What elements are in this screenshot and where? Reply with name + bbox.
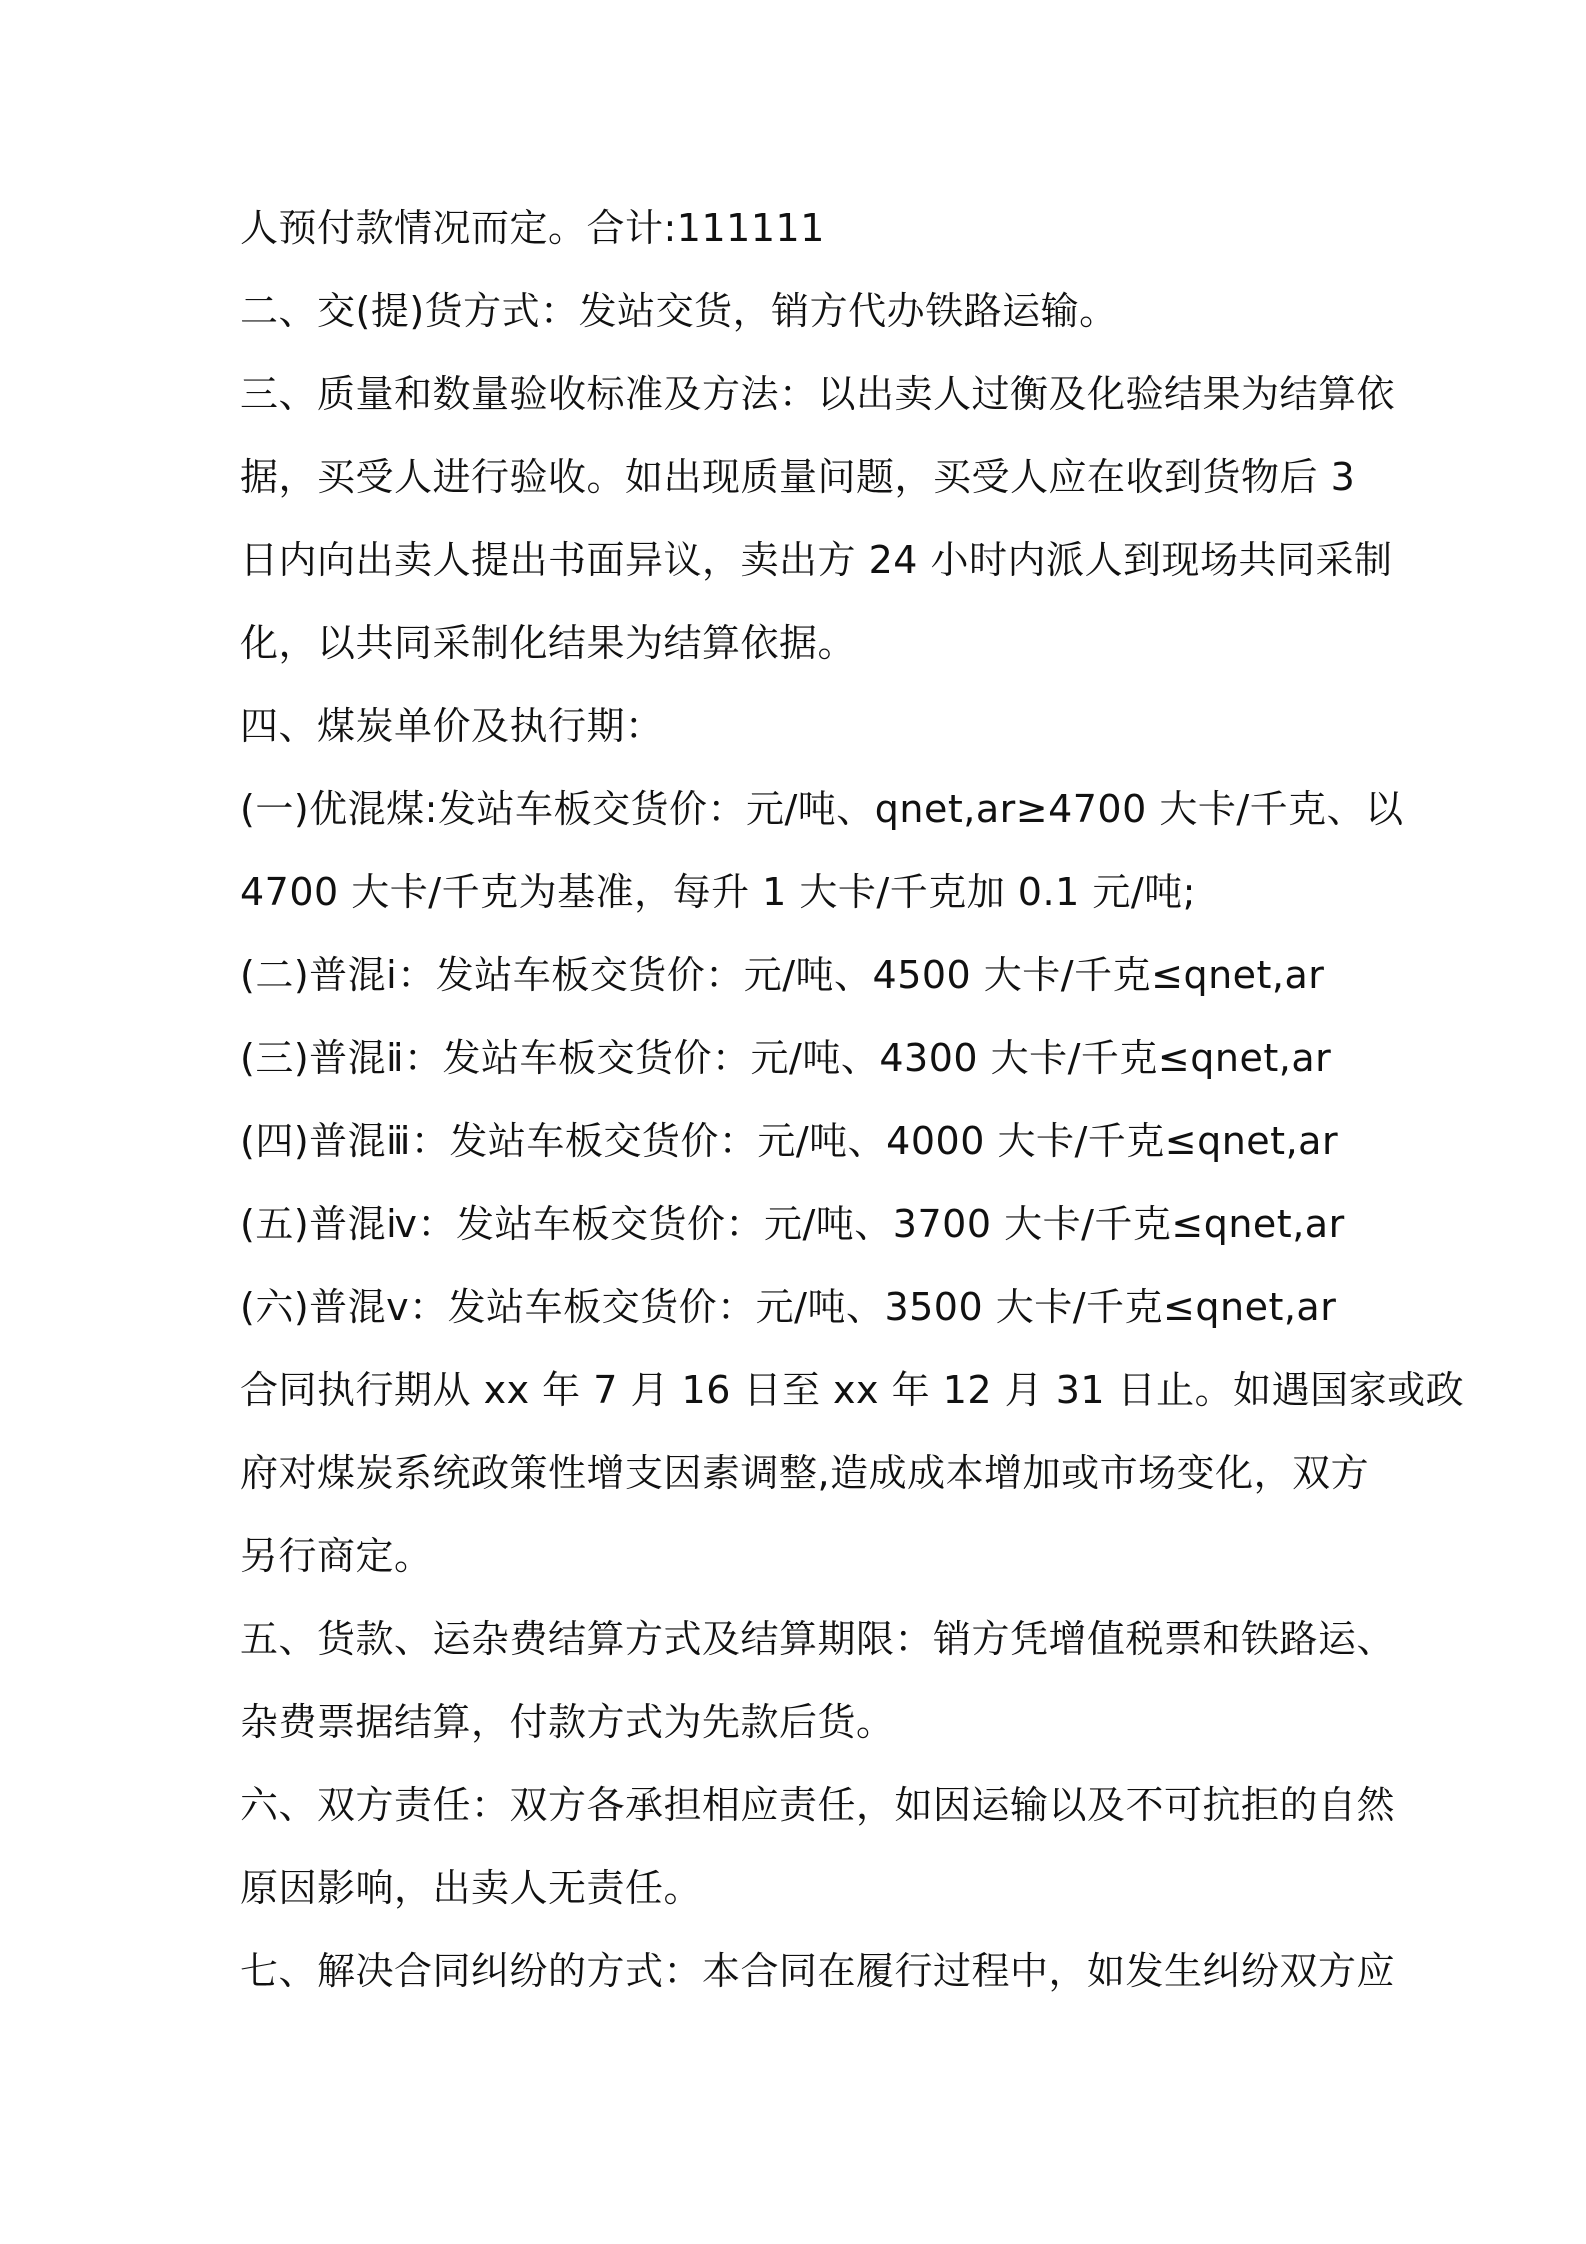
text-line: 化，以共同采制化结果为结算依据。 — [240, 621, 857, 665]
text-line: 另行商定。 — [240, 1534, 433, 1578]
text-line: 杂费票据结算，付款方式为先款后货。 — [240, 1700, 895, 1744]
text-line: 据，买受人进行验收。如出现质量问题，买受人应在收到货物后 3 — [240, 455, 1356, 499]
text-line: (五)普混ⅳ：发站车板交货价：元/吨、3700 大卡/千克≤qnet,ar — [240, 1202, 1345, 1246]
text-line: 原因影响，出卖人无责任。 — [240, 1866, 703, 1910]
text-line: (四)普混ⅲ：发站车板交货价：元/吨、4000 大卡/千克≤qnet,ar — [240, 1119, 1339, 1163]
text-line: (六)普混ⅴ：发站车板交货价：元/吨、3500 大卡/千克≤qnet,ar — [240, 1285, 1337, 1329]
text-line: 五、货款、运杂费结算方式及结算期限：销方凭增值税票和铁路运、 — [240, 1617, 1396, 1661]
text-line: 三、质量和数量验收标准及方法：以出卖人过衡及化验结果为结算依 — [240, 372, 1396, 416]
text-line: 合同执行期从 xx 年 7 月 16 日至 xx 年 12 月 31 日止。如遇国家或政 — [240, 1368, 1465, 1412]
text-line: 府对煤炭系统政策性增支因素调整,造成成本增加或市场变化，双方 — [240, 1451, 1370, 1495]
text-line: (一)优混煤:发站车板交货价：元/吨、qnet,ar≥4700 大卡/千克、以 — [240, 787, 1404, 831]
text-line: 4700 大卡/千克为基准，每升 1 大卡/千克加 0.1 元/吨; — [240, 870, 1196, 914]
text-line: 四、煤炭单价及执行期： — [240, 704, 664, 748]
text-line: 六、双方责任：双方各承担相应责任，如因运输以及不可抗拒的自然 — [240, 1783, 1396, 1827]
text-line: 二、交(提)货方式：发站交货，销方代办铁路运输。 — [240, 289, 1118, 333]
text-line: (三)普混ⅱ：发站车板交货价：元/吨、4300 大卡/千克≤qnet,ar — [240, 1036, 1332, 1080]
text-line: (二)普混ⅰ：发站车板交货价：元/吨、4500 大卡/千克≤qnet,ar — [240, 953, 1325, 997]
text-line: 日内向出卖人提出书面异议，卖出方 24 小时内派人到现场共同采制 — [240, 538, 1393, 582]
text-line: 人预付款情况而定。合计:111111 — [240, 206, 825, 250]
text-line: 七、解决合同纠纷的方式：本合同在履行过程中，如发生纠纷双方应 — [240, 1949, 1396, 1993]
